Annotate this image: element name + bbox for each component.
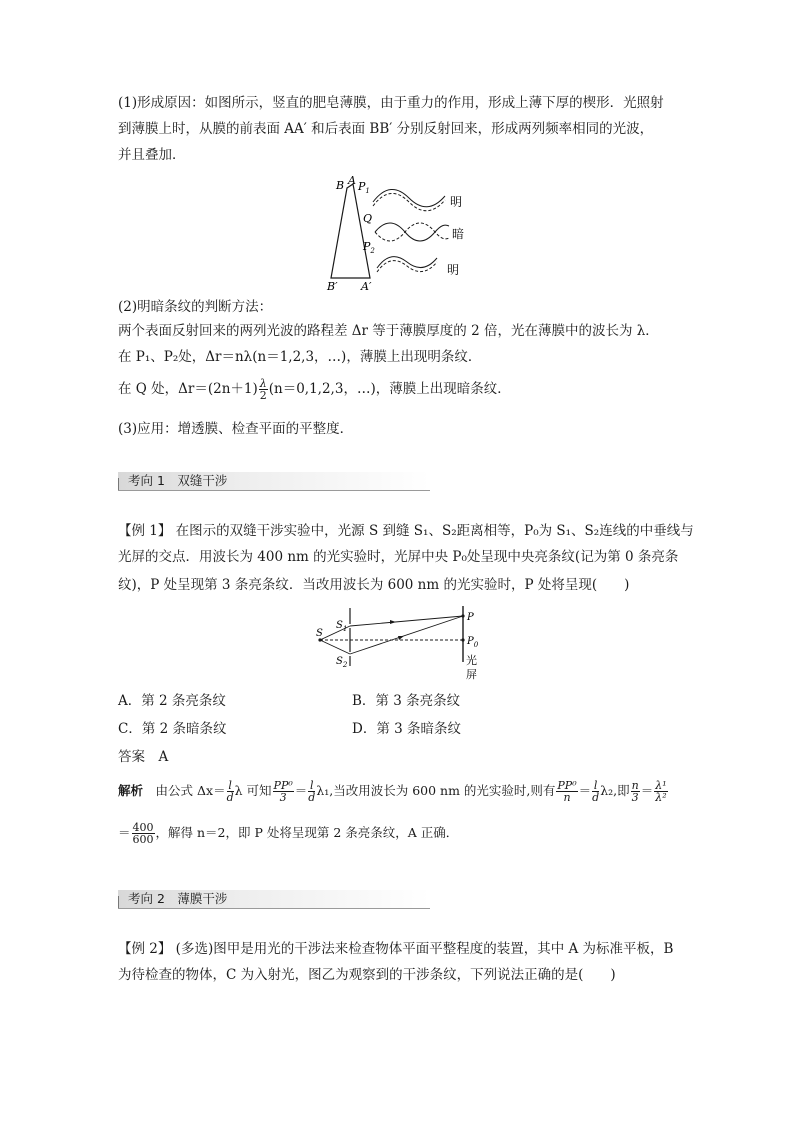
ray-s1-p [350, 616, 463, 626]
label-A: A [348, 174, 356, 187]
ray-s-s2 [320, 640, 350, 654]
point-p0 [461, 638, 464, 641]
option-c: C．第 2 条暗条纹 [118, 721, 227, 737]
example2-line1: 【例 2】 (多选)图甲是用光的干涉法来检查物体平面平整程度的装置，其中 A 为标准平板，B [118, 941, 674, 957]
label-Q: Q [363, 212, 373, 225]
para-method-head: (2)明暗条纹的判断方法： [118, 299, 273, 315]
para-method-line3: 在 Q 处，Δr＝(2n＋1) $\frac{\lambda}{2}$ (n＝0,1,2,3，…)，薄膜上出现暗条纹． [118, 377, 511, 402]
label-B-prime: B′ [327, 280, 338, 292]
label-P0: $P_0$ [467, 636, 479, 649]
example1-line2: 光屏的交点．用波长为 400 nm 的光实验时，光屏中央 P₀处呈现中央亮条纹(记为第 0 条亮条 [118, 549, 679, 565]
label-S2: $S_2$ [336, 656, 348, 669]
analysis-line2: ＝ $\frac{400}{600}$ ，解得 n＝2，即 P 处将呈现第 2 条亮条纹，A 正确． [118, 821, 459, 846]
section-header-label: 考向 2 薄膜干涉 [128, 891, 228, 906]
label-screen-2: 屏 [466, 668, 477, 681]
label-S1: $S_1$ [336, 620, 348, 633]
double-slit-diagram [312, 604, 487, 686]
para-formation-line3: 并且叠加． [118, 147, 186, 163]
para-method-line1: 两个表面反射回来的两列光波的路程差 Δr 等于薄膜厚度的 2 倍，光在薄膜中的波长为 λ． [118, 323, 659, 339]
option-d: D．第 3 条暗条纹 [352, 721, 461, 737]
ray-s2-p [350, 616, 463, 654]
label-P1: $P_1$ [358, 180, 370, 195]
option-a: A．第 2 条亮条纹 [118, 693, 226, 709]
label-P: P [467, 612, 474, 623]
label-B: B [336, 179, 345, 192]
label-bright-top: 明 [450, 195, 463, 209]
example1-line1: 【例 1】 在图示的双缝干涉实验中，光源 S 到缝 S₁、S₂距离相等，P₀为 S₁、S₂连线的中垂线与 [118, 523, 694, 539]
para-formation-line1: (1)形成原因：如图所示，竖直的肥皂薄膜，由于重力的作用，形成上薄下厚的楔形．光照射 [118, 95, 664, 111]
arrow-upper [390, 620, 396, 624]
section-header-label: 考向 1 双缝干涉 [128, 473, 228, 488]
example2-line2: 为待检查的物体，C 为入射光，图乙为观察到的干涉条纹，下列说法正确的是( ) [118, 967, 616, 983]
label-S: S [316, 628, 323, 639]
option-b: B．第 3 条亮条纹 [352, 693, 461, 709]
para-method-line2: 在 P₁、P₂处，Δr＝nλ(n＝1,2,3，…)，薄膜上出现明条纹． [118, 349, 482, 365]
wave-bright-top-solid [373, 189, 445, 206]
example1-line3: 纹)，P 处呈现第 3 条亮条纹．当改用波长为 600 nm 的光实验时，P 处将呈现( ) [118, 577, 630, 593]
film-wedge-shape [331, 184, 373, 278]
soap-film-diagram [325, 174, 495, 292]
label-dark: 暗 [452, 227, 465, 241]
label-P2: $P_2$ [363, 240, 375, 255]
point-p [461, 614, 464, 617]
para-formation-line2: 到薄膜上时，从膜的前表面 AA′ 和后表面 BB′ 分别反射回来，形成两列频率相同的光波， [118, 121, 654, 137]
section-header-double-slit [118, 472, 430, 491]
analysis-line1: 解析 由公式 Δx＝ $\frac{l}{d}$ λ 可知 $\frac{\text{PP⁰}}{3}$ ＝ $\frac{l}{d}$ λ₁,当改用波长为 600 nm 的光实验时,则有 $\frac{\text{PP⁰}}{n}$ ＝ $\frac{l}{d}$ λ₂,即 $\frac{n}{3}$ ＝ $\frac{\text{λ¹}}{\text{λ²}}$ [118, 779, 667, 804]
para-application: (3)应用：增透膜、检查平面的平整度． [118, 421, 354, 437]
answer-line: 答案 A [118, 749, 169, 765]
section-header-thin-film [118, 890, 430, 909]
wave-bright-top-dashed [373, 193, 445, 210]
label-A-prime: A′ [361, 280, 372, 292]
arrow-lower [398, 636, 404, 640]
label-screen-1: 光 [466, 654, 477, 667]
label-bright-bottom: 明 [447, 263, 460, 277]
